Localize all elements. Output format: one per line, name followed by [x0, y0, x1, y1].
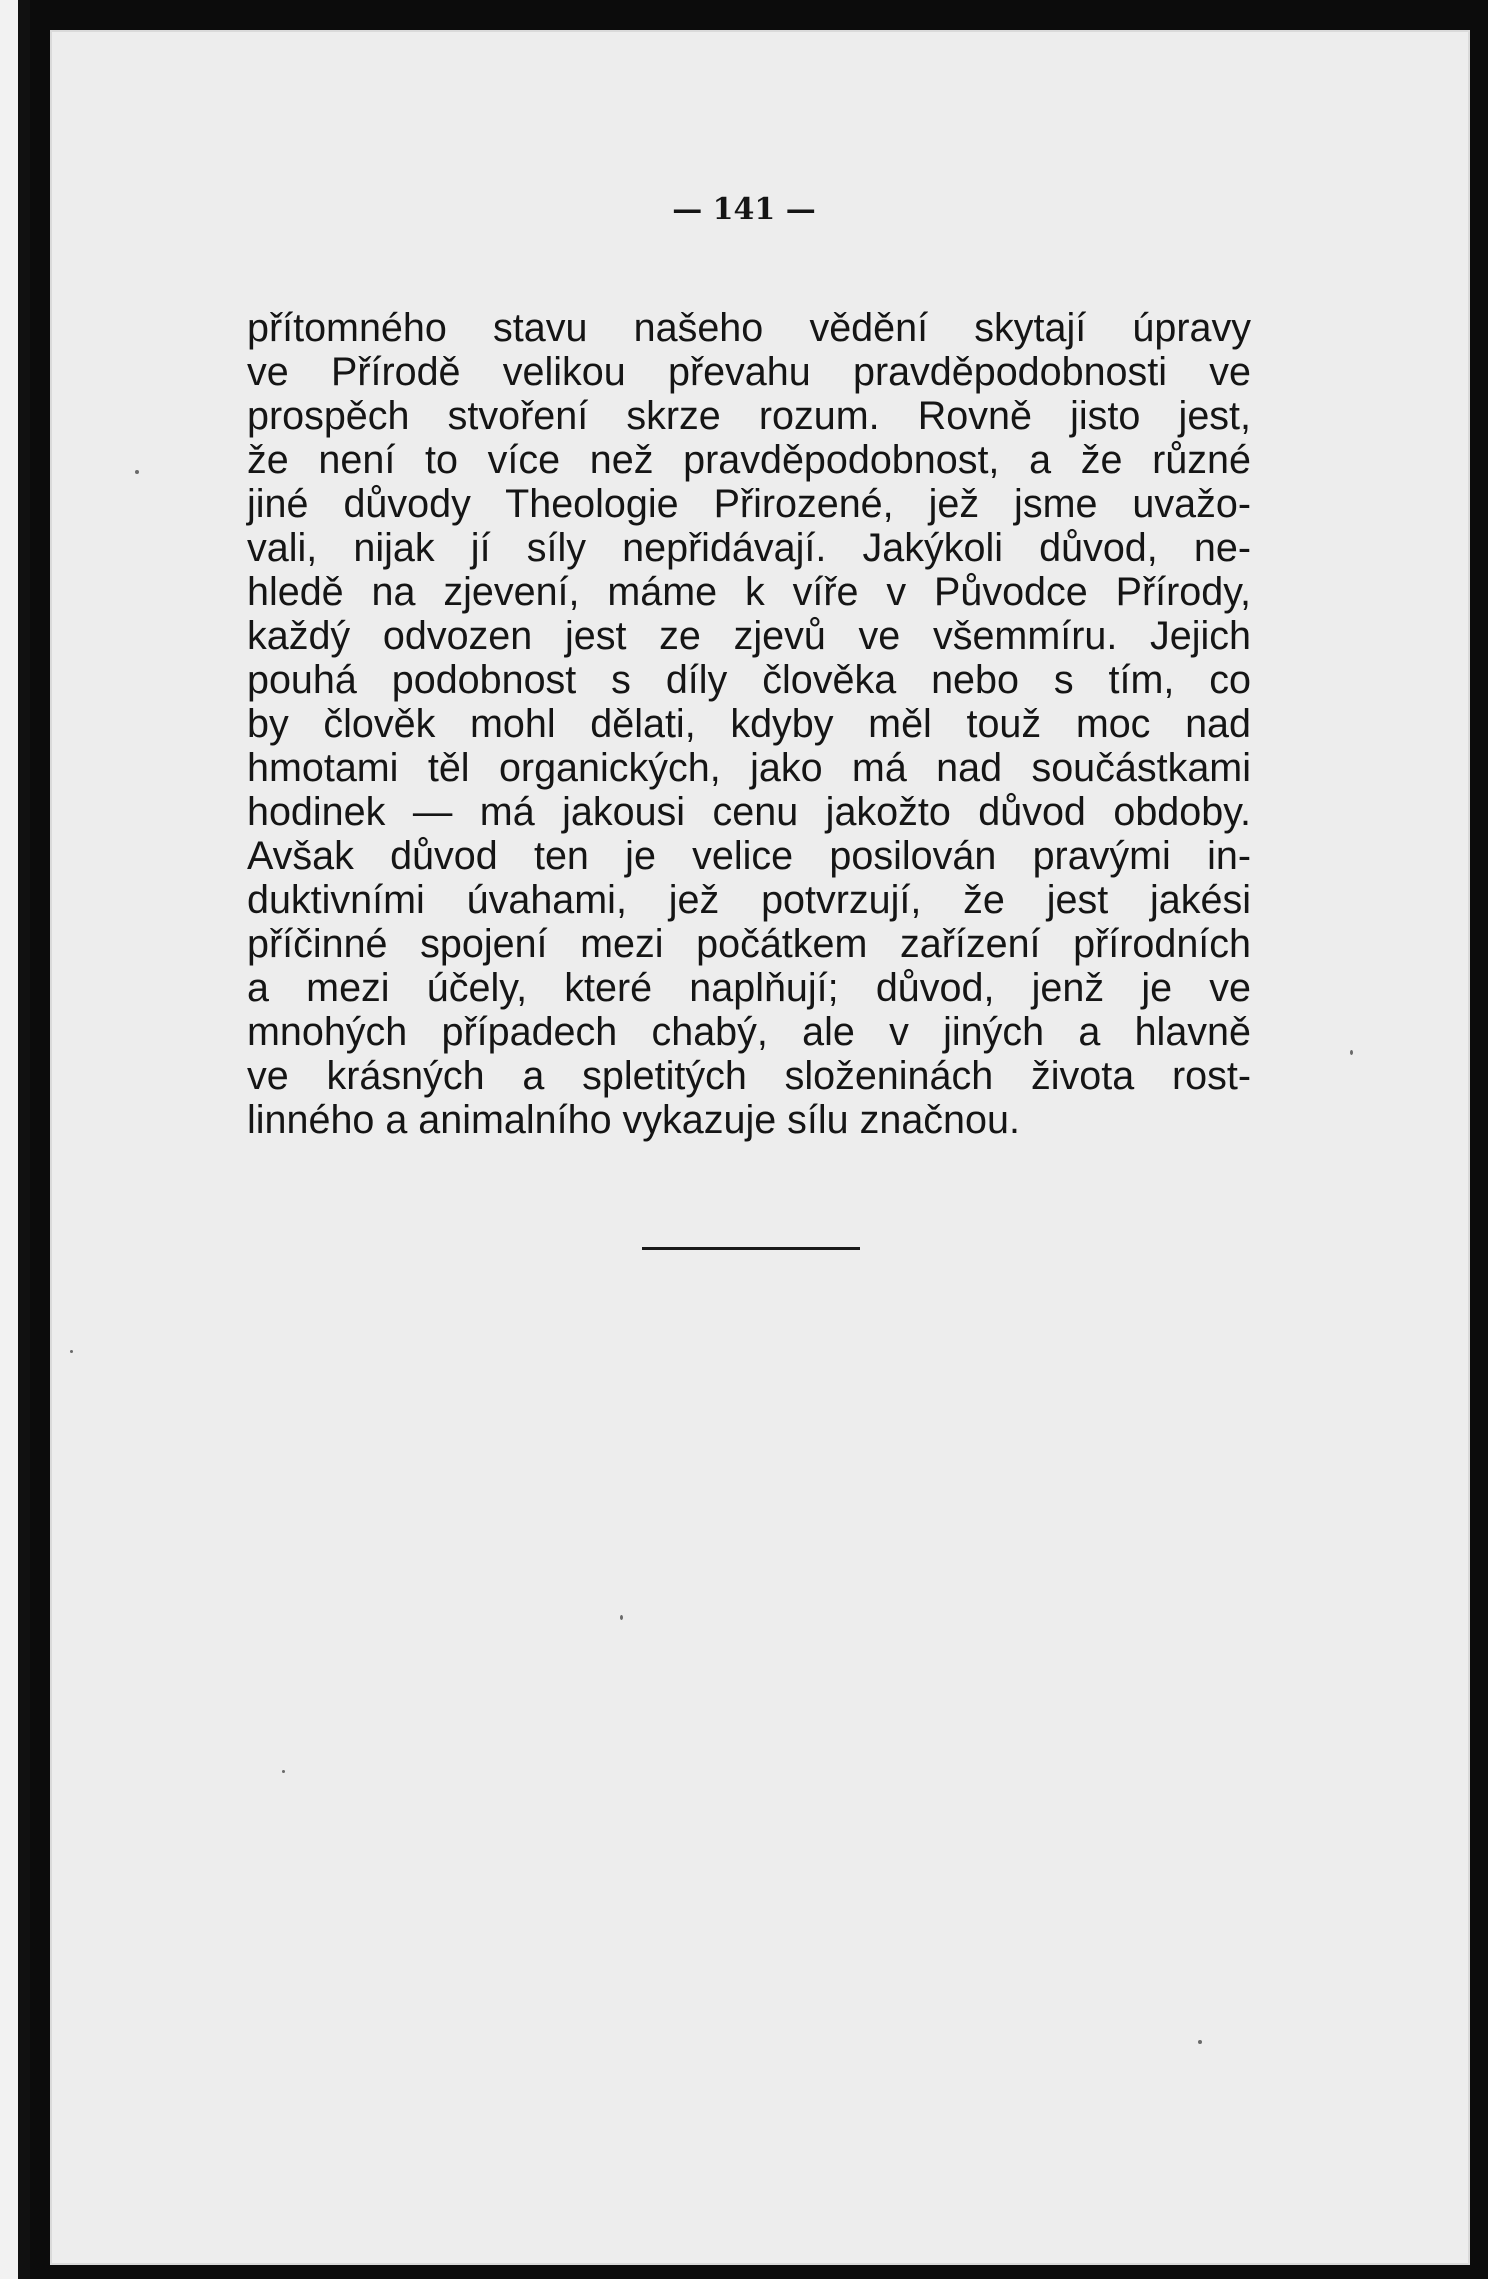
- paper-speck: [1350, 1050, 1353, 1055]
- paper-speck: [70, 1350, 73, 1353]
- text-line: že není to více než pravděpodobnost, a že různé: [247, 438, 1251, 482]
- text-line: ve Přírodě velikou převahu pravděpodobnosti ve: [247, 350, 1251, 394]
- book-page: [50, 30, 1470, 2265]
- text-line: přítomného stavu našeho vědění skytají úpravy: [247, 306, 1251, 350]
- paper-speck: [282, 1770, 285, 1773]
- paper-speck: [620, 1615, 623, 1620]
- text-line: prospěch stvoření skrze rozum. Rovně jisto jest,: [247, 394, 1251, 438]
- text-line: hodinek — má jakousi cenu jakožto důvod obdoby.: [247, 790, 1251, 834]
- paper-speck: [1198, 2040, 1202, 2044]
- left-page-edge: [0, 0, 30, 2279]
- text-line: jiné důvody Theologie Přirozené, jež jsme uvažo-: [247, 482, 1251, 526]
- text-line: Avšak důvod ten je velice posilován pravými in-: [247, 834, 1251, 878]
- text-line: mnohých případech chabý, ale v jiných a hlavně: [247, 1010, 1251, 1054]
- page-number: — 141 —: [672, 192, 816, 227]
- text-line: duktivními úvahami, jež potvrzují, že jest jakési: [247, 878, 1251, 922]
- text-line: pouhá podobnost s díly člověka nebo s tím, co: [247, 658, 1251, 702]
- text-line: hmotami těl organických, jako má nad součástkami: [247, 746, 1251, 790]
- body-paragraph: [247, 306, 1251, 1142]
- paper-speck: [135, 470, 139, 474]
- text-line: vali, nijak jí síly nepřidávají. Jakýkoli důvod, ne-: [247, 526, 1251, 570]
- section-divider: [642, 1247, 860, 1250]
- text-line: by člověk mohl dělati, kdyby měl touž moc nad: [247, 702, 1251, 746]
- text-line: hledě na zjevení, máme k víře v Původce Přírody,: [247, 570, 1251, 614]
- text-line: linného a animalního vykazuje sílu značnou.: [247, 1098, 1020, 1142]
- text-line: a mezi účely, které naplňují; důvod, jenž je ve: [247, 966, 1251, 1010]
- text-line: ve krásných a spletitých složeninách života rost-: [247, 1054, 1251, 1098]
- text-line: příčinné spojení mezi počátkem zařízení přírodních: [247, 922, 1251, 966]
- text-line: každý odvozen jest ze zjevů ve všemmíru. Jejich: [247, 614, 1251, 658]
